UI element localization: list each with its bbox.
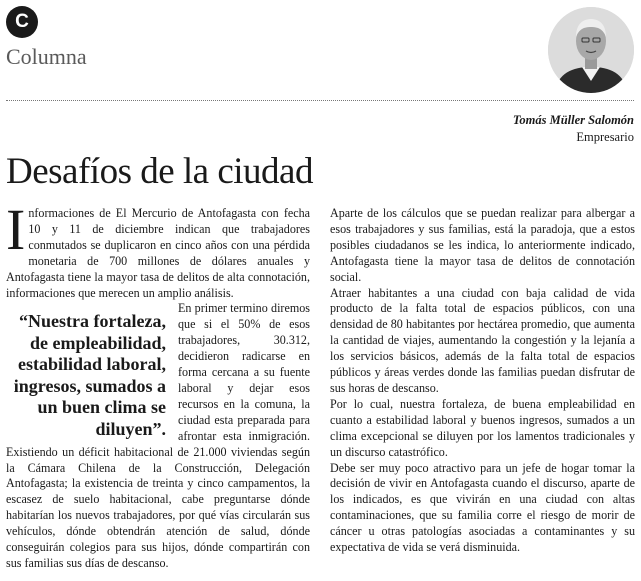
article-paragraph	[6, 197, 310, 301]
drop-cap: I	[6, 197, 26, 262]
header-divider	[6, 100, 634, 101]
author-name: Tomás Müller Salomón	[512, 113, 634, 127]
article-headline: Desafíos de la ciudad	[6, 151, 313, 192]
pull-quote-text: “Nuestra fortaleza, de empleabilidad, estabilidad laboral, ingresos, sumados a un buen clima se diluyen”.	[13, 311, 166, 439]
author-portrait-image	[548, 7, 634, 93]
paragraph-text: En primer termino diremos que si el 50% de esos trabajadores, 30.312, decidieron radicarse en forma cercana a su fuente laboral y dejar esos recursos en la comuna, la ciudad esta preparada para afrontar esta inmigración. Existiendo un déficit habitacional de 21.000 viviendas según la Cámara Chilena de la Construcción, Delegación Antofagasta; la existencia de treinta y cinco campamentos, la escasez de suelo habitacional, cabe preguntarse dónde habitarían los nuevos trabajadores, por qué vías circularán sus vehículos, dónde obtendrán atención de salud, dónde conseguirán colegios para sus hijos, dónde compartirán con sus familias sus días de descanso.	[6, 301, 310, 570]
article-paragraph: Debe ser muy poco atractivo para un jefe de hogar tomar la decisión de vivir en Antofagasta cuando el discurso, aparte de los indicados, es que vivirán en una ciudad con altas contaminaciones, que su familia corre el riesgo de morir de cáncer u otras patologías asociadas a contaminantes y su expectativa de vida se verá disminuida.	[330, 460, 635, 555]
article-paragraph: Atraer habitantes a una ciudad con baja calidad de vida producto de la falta total de espacios públicos, con una densidad de 80 habitantes por hectárea promedio, que aumenta la cantidad de viajes, aumentando la congestión y la lejanía a los servicios básicos, además de la falta total de espacios públicos y áreas verdes donde las familias puedan disfrutar de sus horas de descanso.	[330, 285, 635, 395]
article-paragraph: Aparte de los cálculos que se puedan realizar para albergar a esos trabajadores y sus familias, está la paradoja, que a estos posibles ciudadanos se les indica, lo anteriormente indicado, Antofagasta tiene la mayor tasa de delitos de connotación social.	[330, 206, 635, 284]
section-label: Columna	[6, 44, 87, 69]
article-paragraph	[6, 301, 310, 571]
article-column-right	[330, 206, 635, 556]
section-badge: C	[6, 6, 38, 38]
author-photo	[548, 7, 634, 93]
article-paragraph: Por lo cual, nuestra fortaleza, de buena empleabilidad en cuanto a estabilidad laboral y buenos ingresos, sumados a un clima excepcional se diluyen por los lamentos tradicionales y un discurso catastrófico.	[330, 396, 635, 459]
article-column-left	[6, 197, 310, 572]
pull-quote	[6, 311, 166, 440]
author-byline	[513, 112, 634, 146]
paragraph-text: nformaciones de El Mercurio de Antofagasta con fecha 10 y 11 de diciembre indican que trabajadores conmutados se duplicaron en cinco años con una pérdida monetaria de 700 millones de dólares anuales y Antofagasta tiene la mayor tasa de delitos de alta connotación, informaciones que merecen un amplio análisis.	[6, 206, 310, 300]
author-role: Empresario	[576, 130, 634, 144]
